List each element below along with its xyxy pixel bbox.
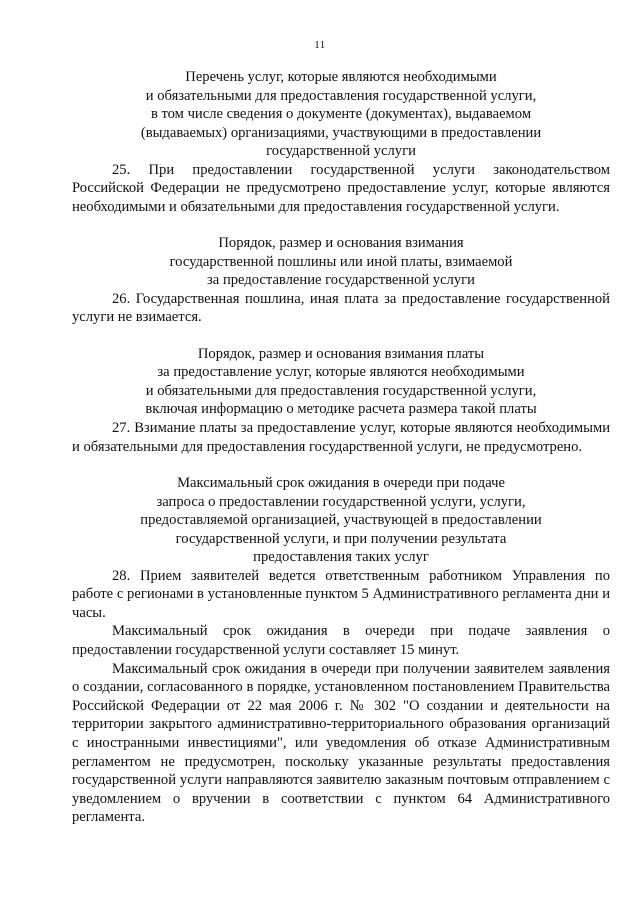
heading-line: за предоставление услуг, которые являются необходимыми xyxy=(157,364,525,381)
heading-line: в том числе сведения о документе (документах), выдаваемом xyxy=(150,106,532,122)
document-body xyxy=(72,66,610,827)
heading-line: Порядок, размер и основания взимания xyxy=(218,235,464,252)
heading-line: государственной услуги, и при получении результата xyxy=(175,530,507,547)
paragraph-27: 27. Взимание платы за предоставление услуг, которые являются необходимыми и обязательными для предоставления государственной услуги, не предусмотрено. xyxy=(72,419,610,455)
section-heading-queue-time xyxy=(72,474,610,567)
paragraph-28: 28. Прием заявителей ведется ответственным работником Управления по работе с регионами в установленные пунктом 5 Административного регламента дни и часы. xyxy=(72,567,610,621)
heading-line: государственной пошлины или иной платы, взимаемой xyxy=(169,253,513,270)
section-heading-fee-for-services xyxy=(72,345,610,419)
heading-line: включая информацию о методике расчета размера такой платы xyxy=(145,401,537,418)
paragraph-28-max-wait-submission: Максимальный срок ожидания в очереди при подаче заявления о предоставлении государственной услуги составляет 15 минут. xyxy=(72,623,610,659)
heading-line: и обязательными для предоставления государственной услуги, xyxy=(145,382,537,399)
heading-line: и обязательными для предоставления государственной услуги, xyxy=(145,87,537,104)
heading-line: Порядок, размер и основания взимания платы xyxy=(197,345,485,362)
heading-line: запроса о предоставлении государственной услуги, услуги, xyxy=(156,493,526,510)
paragraph-28-max-wait-receipt: Максимальный срок ожидания в очереди при получении заявителем заявления о создании, согласованного в порядке, установленном постановлением Правительства Российской Федерации от 22 мая 2006 г. № 302 "О создании и деятельности на территории закрытого административно-территориального образования организаций с иностранными инвестициями", или уведомления об отказе Административным регламентом не предусмотрен, поскольку указанные результаты предоставления государственной услуги направляются заявителю заказным почтовым отправлением с уведомлением о вручении в соответствии с пунктом 64 Административного регламента. xyxy=(72,660,610,826)
heading-line: (выдаваемых) организациями, участвующими в предоставлении xyxy=(140,124,542,141)
section-heading-services-list xyxy=(72,68,610,161)
heading-line: за предоставление государственной услуги xyxy=(207,272,475,289)
heading-line: Максимальный срок ожидания в очереди при подаче xyxy=(177,475,505,492)
heading-line: предоставления таких услуг xyxy=(253,549,429,566)
heading-line: предоставляемой организацией, участвующей в предоставлении xyxy=(140,512,542,529)
page-number: 11 xyxy=(314,39,326,51)
heading-line: государственной услуги xyxy=(266,143,416,159)
section-heading-state-fee xyxy=(72,234,610,290)
heading-line: Перечень услуг, которые являются необходимыми xyxy=(185,69,497,85)
paragraph-26: 26. Государственная пошлина, иная плата за предоставление государственной услуги не взимается. xyxy=(72,290,610,326)
paragraph-25: 25. При предоставлении государственной услуги законодательством Российской Федерации не предусмотрено предоставление услуг, которые являются необходимыми и обязательными для предоставления государственной услуги. xyxy=(72,161,610,215)
